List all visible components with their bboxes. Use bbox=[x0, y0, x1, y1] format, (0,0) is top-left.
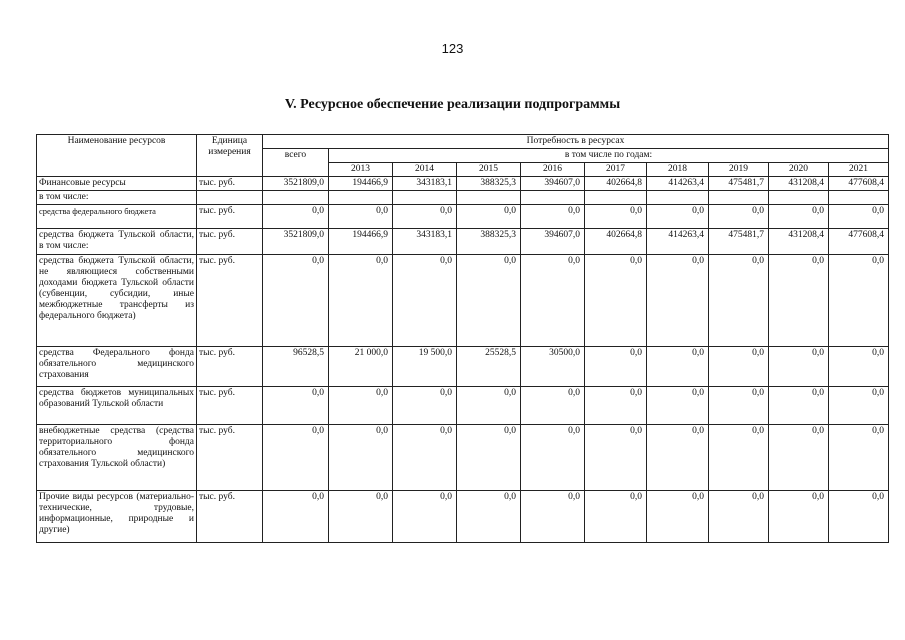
row-value: 0,0 bbox=[647, 255, 709, 347]
row-value: 0,0 bbox=[393, 255, 457, 347]
row-value: 0,0 bbox=[709, 347, 769, 387]
row-value: 0,0 bbox=[769, 387, 829, 425]
year-header: 2017 bbox=[585, 163, 647, 177]
row-value: 0,0 bbox=[521, 425, 585, 491]
row-total: 0,0 bbox=[263, 491, 329, 543]
row-value: 0,0 bbox=[769, 255, 829, 347]
row-value: 414263,4 bbox=[647, 177, 709, 191]
row-unit: тыс. руб. bbox=[197, 229, 263, 255]
row-value: 0,0 bbox=[709, 425, 769, 491]
row-value: 0,0 bbox=[457, 387, 521, 425]
row-value: 0,0 bbox=[329, 491, 393, 543]
row-value: 0,0 bbox=[329, 205, 393, 229]
resource-table bbox=[36, 134, 889, 543]
row-name: средства федерального бюджета bbox=[37, 205, 197, 229]
header-need: Потребность в ресурсах bbox=[263, 135, 889, 149]
row-value: 0,0 bbox=[521, 387, 585, 425]
year-header: 2013 bbox=[329, 163, 393, 177]
row-value: 0,0 bbox=[829, 205, 889, 229]
row-value: 0,0 bbox=[457, 425, 521, 491]
table-row bbox=[37, 191, 889, 205]
row-value: 0,0 bbox=[647, 347, 709, 387]
table-row bbox=[37, 205, 889, 229]
row-value: 394607,0 bbox=[521, 229, 585, 255]
table-row bbox=[37, 177, 889, 191]
row-total: 0,0 bbox=[263, 425, 329, 491]
row-value: 0,0 bbox=[393, 425, 457, 491]
year-header: 2021 bbox=[829, 163, 889, 177]
row-name: средства бюджетов муниципальных образований Тульской области bbox=[37, 387, 197, 425]
row-value: 0,0 bbox=[393, 491, 457, 543]
row-value: 0,0 bbox=[647, 491, 709, 543]
row-total: 3521809,0 bbox=[263, 177, 329, 191]
table-row bbox=[37, 491, 889, 543]
row-value: 0,0 bbox=[709, 255, 769, 347]
row-value: 0,0 bbox=[647, 425, 709, 491]
row-value: 0,0 bbox=[457, 255, 521, 347]
row-value: 25528,5 bbox=[457, 347, 521, 387]
row-value: 0,0 bbox=[457, 491, 521, 543]
row-value: 477608,4 bbox=[829, 177, 889, 191]
row-name: средства бюджета Тульской области, не являющиеся собственными доходами бюджета Тульской области (субвенции, субсидии, иные межбюджетные трансферты из федерального бюджета) bbox=[37, 255, 197, 347]
row-value: 0,0 bbox=[829, 347, 889, 387]
row-name: внебюджетные средства (средства территориального фонда обязательного медицинского страхования Тульской области) bbox=[37, 425, 197, 491]
header-unit: Единица измерения bbox=[197, 135, 263, 177]
row-name: в том числе: bbox=[37, 191, 197, 205]
row-unit: тыс. руб. bbox=[197, 387, 263, 425]
row-value: 343183,1 bbox=[393, 177, 457, 191]
row-value: 194466,9 bbox=[329, 229, 393, 255]
table-row bbox=[37, 255, 889, 347]
year-header: 2018 bbox=[647, 163, 709, 177]
row-value: 0,0 bbox=[769, 491, 829, 543]
row-total: 0,0 bbox=[263, 387, 329, 425]
row-unit: тыс. руб. bbox=[197, 347, 263, 387]
row-name: Финансовые ресурсы bbox=[37, 177, 197, 191]
row-value: 388325,3 bbox=[457, 229, 521, 255]
row-value: 0,0 bbox=[709, 205, 769, 229]
row-value: 431208,4 bbox=[769, 229, 829, 255]
row-value: 0,0 bbox=[521, 255, 585, 347]
row-value: 0,0 bbox=[829, 387, 889, 425]
table-row bbox=[37, 387, 889, 425]
row-name: средства бюджета Тульской области, в том числе: bbox=[37, 229, 197, 255]
row-value: 402664,8 bbox=[585, 177, 647, 191]
row-value: 475481,7 bbox=[709, 177, 769, 191]
page-number: 123 bbox=[441, 41, 464, 56]
row-value: 0,0 bbox=[329, 425, 393, 491]
row-value: 394607,0 bbox=[521, 177, 585, 191]
row-unit: тыс. руб. bbox=[197, 425, 263, 491]
row-unit: тыс. руб. bbox=[197, 205, 263, 229]
row-value: 0,0 bbox=[585, 425, 647, 491]
row-value: 0,0 bbox=[329, 387, 393, 425]
row-value: 0,0 bbox=[521, 205, 585, 229]
year-header: 2020 bbox=[769, 163, 829, 177]
row-total: 0,0 bbox=[263, 255, 329, 347]
row-value: 0,0 bbox=[829, 491, 889, 543]
row-value: 0,0 bbox=[393, 205, 457, 229]
row-unit: тыс. руб. bbox=[197, 177, 263, 191]
row-total: 0,0 bbox=[263, 205, 329, 229]
row-value: 0,0 bbox=[393, 387, 457, 425]
year-header: 2016 bbox=[521, 163, 585, 177]
row-value: 0,0 bbox=[457, 205, 521, 229]
table-row bbox=[37, 425, 889, 491]
row-value: 475481,7 bbox=[709, 229, 769, 255]
row-value: 0,0 bbox=[829, 425, 889, 491]
table-row bbox=[37, 347, 889, 387]
year-header: 2015 bbox=[457, 163, 521, 177]
row-value: 0,0 bbox=[585, 387, 647, 425]
row-value: 0,0 bbox=[647, 205, 709, 229]
row-value: 194466,9 bbox=[329, 177, 393, 191]
header-total: всего bbox=[263, 149, 329, 177]
row-value: 414263,4 bbox=[647, 229, 709, 255]
year-header: 2014 bbox=[393, 163, 457, 177]
year-header: 2019 bbox=[709, 163, 769, 177]
header-by-years: в том числе по годам: bbox=[329, 149, 889, 163]
row-value: 0,0 bbox=[585, 347, 647, 387]
row-value: 0,0 bbox=[769, 205, 829, 229]
row-value: 19 500,0 bbox=[393, 347, 457, 387]
header-name: Наименование ресурсов bbox=[37, 135, 197, 177]
row-value: 0,0 bbox=[521, 491, 585, 543]
section-title: V. Ресурсное обеспечение реализации подпрограммы bbox=[284, 97, 621, 112]
row-value: 0,0 bbox=[709, 491, 769, 543]
row-total: 96528,5 bbox=[263, 347, 329, 387]
row-value: 21 000,0 bbox=[329, 347, 393, 387]
row-value: 0,0 bbox=[647, 387, 709, 425]
row-value: 402664,8 bbox=[585, 229, 647, 255]
row-value: 0,0 bbox=[585, 255, 647, 347]
row-value: 0,0 bbox=[709, 387, 769, 425]
row-value: 343183,1 bbox=[393, 229, 457, 255]
table-row bbox=[37, 229, 889, 255]
row-value: 0,0 bbox=[329, 255, 393, 347]
row-value: 0,0 bbox=[585, 205, 647, 229]
row-unit: тыс. руб. bbox=[197, 491, 263, 543]
row-value: 477608,4 bbox=[829, 229, 889, 255]
row-total: 3521809,0 bbox=[263, 229, 329, 255]
row-name: Прочие виды ресурсов (материально-технические, трудовые, информационные, природные и другие) bbox=[37, 491, 197, 543]
row-value: 0,0 bbox=[829, 255, 889, 347]
row-value: 0,0 bbox=[769, 425, 829, 491]
row-name: средства Федерального фонда обязательного медицинского страхования bbox=[37, 347, 197, 387]
row-value: 0,0 bbox=[585, 491, 647, 543]
row-value: 30500,0 bbox=[521, 347, 585, 387]
row-unit: тыс. руб. bbox=[197, 255, 263, 347]
row-value: 0,0 bbox=[769, 347, 829, 387]
row-value: 388325,3 bbox=[457, 177, 521, 191]
row-value: 431208,4 bbox=[769, 177, 829, 191]
